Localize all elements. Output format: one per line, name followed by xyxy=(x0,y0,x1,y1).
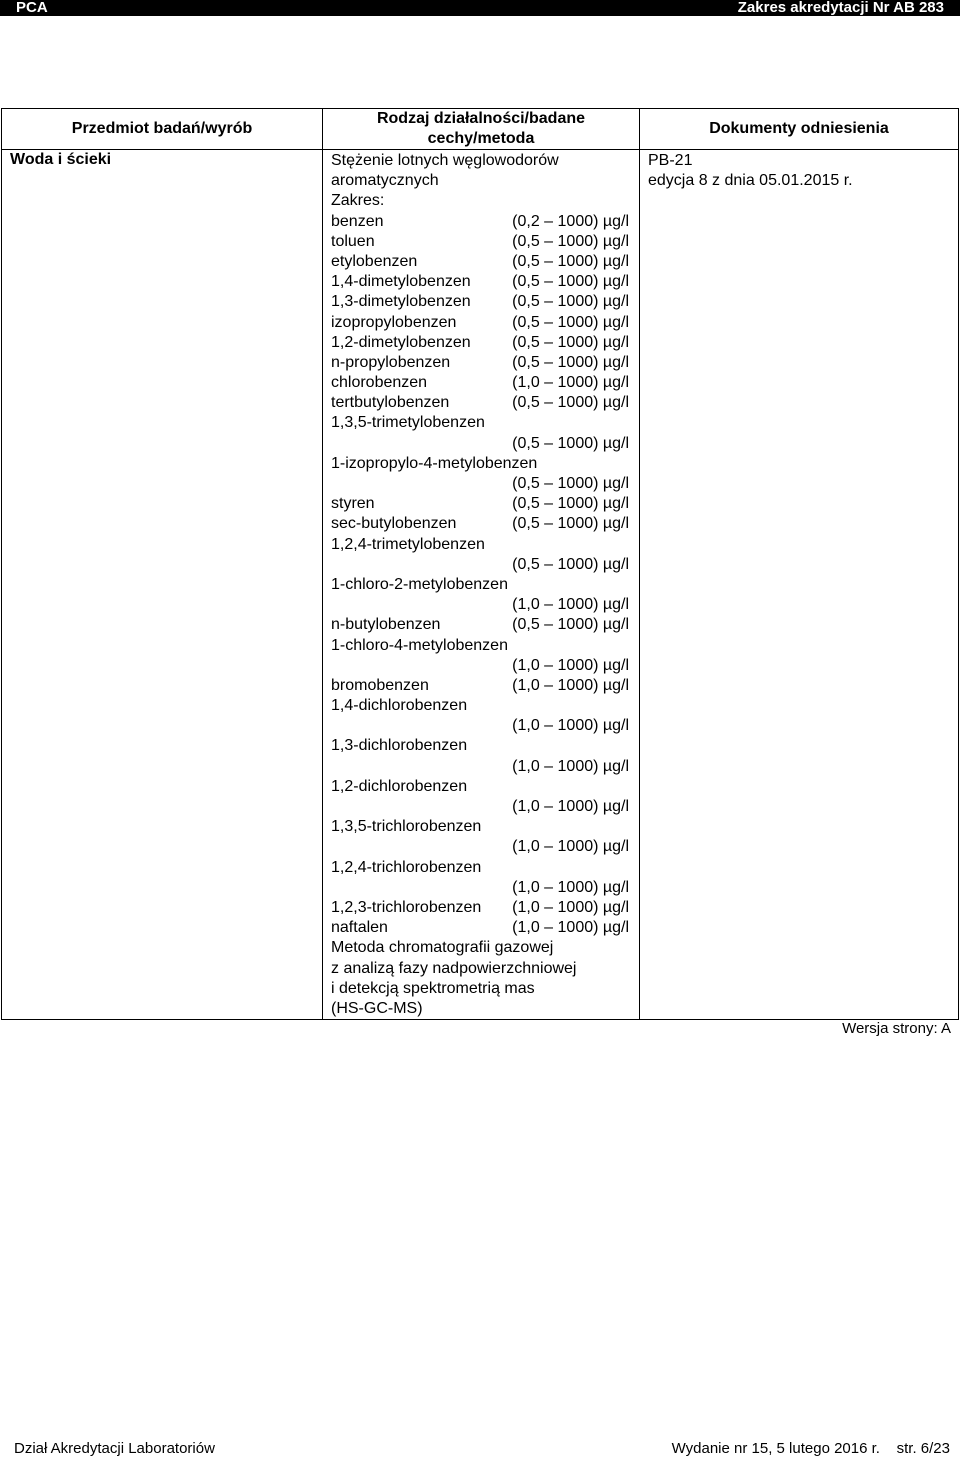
method-description xyxy=(331,938,639,1019)
analyte-range: (0,5 – 1000) µg/l xyxy=(512,616,629,634)
analyte-name: sec-butylobenzen xyxy=(331,515,457,533)
analyte-row xyxy=(331,313,639,333)
analyte-name: 1,2,3-trichlorobenzen xyxy=(331,898,482,916)
analyte-row xyxy=(331,333,639,353)
analyte-name: 1,4-dichlorobenzen xyxy=(331,697,468,715)
header-method: Rodzaj działalności/badane cechy/metoda xyxy=(323,109,640,150)
analyte-range: (1,0 – 1000) µg/l xyxy=(512,838,629,856)
analyte-name: 1,2-dichlorobenzen xyxy=(331,777,468,795)
analyte-range: (1,0 – 1000) µg/l xyxy=(512,596,629,614)
analyte-range: (0,5 – 1000) µg/l xyxy=(512,293,629,311)
analyte-range: (0,5 – 1000) µg/l xyxy=(512,273,629,291)
method-description-line: Metoda chromatografii gazowej xyxy=(331,939,554,957)
analyte-range: (0,2 – 1000) µg/l xyxy=(512,212,629,230)
analyte-name: 1,2,4-trichlorobenzen xyxy=(331,858,482,876)
analyte-name: 1,4-dimetylobenzen xyxy=(331,273,471,291)
analyte-row xyxy=(331,676,639,696)
reference-line: PB-21 xyxy=(648,152,693,169)
analyte-range: (0,5 – 1000) µg/l xyxy=(512,333,629,351)
analyte-name: 1,3,5-trimetylobenzen xyxy=(331,414,485,432)
analyte-name: chlorobenzen xyxy=(331,374,428,392)
method-cell xyxy=(323,150,640,1020)
header-reference: Dokumenty odniesienia xyxy=(640,109,959,150)
analyte-range: (0,5 – 1000) µg/l xyxy=(512,232,629,250)
analyte-list xyxy=(331,212,639,939)
analyte-range: (1,0 – 1000) µg/l xyxy=(512,878,629,896)
analyte-range: (0,5 – 1000) µg/l xyxy=(512,313,629,331)
analyte-range: (0,5 – 1000) µg/l xyxy=(512,353,629,371)
analyte-row xyxy=(331,918,639,938)
table-row xyxy=(2,150,959,1020)
analyte-range: (1,0 – 1000) µg/l xyxy=(512,757,629,775)
analyte-name: 1-chloro-4-metylobenzen xyxy=(331,636,508,654)
analyte-name: n-butylobenzen xyxy=(331,616,441,634)
analyte-name: tertbutylobenzen xyxy=(331,394,450,412)
analyte-range: (1,0 – 1000) µg/l xyxy=(512,919,629,937)
analyte-range: (0,5 – 1000) µg/l xyxy=(512,495,629,513)
analyte-name: 1-izopropylo-4-metylobenzen xyxy=(331,454,538,472)
subject-cell xyxy=(2,150,323,1020)
analyte-range: (1,0 – 1000) µg/l xyxy=(512,717,629,735)
analyte-range: (1,0 – 1000) µg/l xyxy=(512,798,629,815)
analyte-row xyxy=(331,353,639,373)
analyte-name: bromobenzen xyxy=(331,676,429,694)
analyte-range: (1,0 – 1000) µg/l xyxy=(512,676,629,694)
method-description-line: i detekcją spektrometrią mas xyxy=(331,979,535,997)
reference-text xyxy=(648,151,958,191)
analyte-range: (0,5 – 1000) µg/l xyxy=(512,555,629,573)
analyte-name: toluen xyxy=(331,232,375,250)
analyte-row xyxy=(331,514,639,534)
accreditation-scope-table xyxy=(1,108,959,1020)
subject-text: Woda i ścieki xyxy=(10,151,112,168)
reference-line: edycja 8 z dnia 05.01.2015 r. xyxy=(648,172,853,190)
analyte-row xyxy=(331,272,639,292)
analyte-row xyxy=(331,232,639,252)
analyte-range: (1,0 – 1000) µg/l xyxy=(512,898,629,916)
method-description-line: z analizą fazy nadpowierzchniowej xyxy=(331,959,577,977)
analyte-range: (1,0 – 1000) µg/l xyxy=(512,374,629,392)
table-header-row xyxy=(2,109,959,150)
method-title-line: Zakres: xyxy=(331,192,385,210)
header-left-text: PCA xyxy=(16,0,48,16)
analyte-name: etylobenzen xyxy=(331,252,418,270)
reference-cell xyxy=(640,150,959,1020)
analyte-name: 1,2,4-trimetylobenzen xyxy=(331,535,485,553)
analyte-name: 1,3,5-trichlorobenzen xyxy=(331,818,482,836)
analyte-name: izopropylobenzen xyxy=(331,313,457,331)
analyte-row xyxy=(331,494,639,514)
analyte-row xyxy=(331,292,639,312)
page-header xyxy=(0,0,960,16)
footer-right-text: Wydanie nr 15, 5 lutego 2016 r. str. 6/23 xyxy=(671,1440,950,1457)
analyte-range: (0,5 – 1000) µg/l xyxy=(512,434,629,452)
analyte-name: n-propylobenzen xyxy=(331,353,451,371)
header-subject: Przedmiot badań/wyrób xyxy=(2,109,323,150)
analyte-row xyxy=(331,615,639,635)
analyte-row xyxy=(331,393,639,413)
analyte-name: 1,3-dichlorobenzen xyxy=(331,737,468,755)
method-title-line: Stężenie lotnych węglowodorów xyxy=(331,152,559,169)
page-version: Wersja strony: A xyxy=(842,1020,951,1037)
analyte-range: (0,5 – 1000) µg/l xyxy=(512,475,629,492)
analyte-name: 1,3-dimetylobenzen xyxy=(331,293,471,311)
analyte-name: styren xyxy=(331,495,375,513)
analyte-name: 1-chloro-2-metylobenzen xyxy=(331,575,508,593)
analyte-row xyxy=(331,252,639,272)
analyte-name: 1,2-dimetylobenzen xyxy=(331,333,471,351)
analyte-row xyxy=(331,373,639,393)
analyte-range: (0,5 – 1000) µg/l xyxy=(512,252,629,270)
analyte-row xyxy=(331,898,639,918)
analyte-name: naftalen xyxy=(331,919,388,937)
header-right-text: Zakres akredytacji Nr AB 283 xyxy=(737,0,944,16)
footer-left-text: Dział Akredytacji Laboratoriów xyxy=(14,1440,215,1457)
method-title-line: aromatycznych xyxy=(331,172,439,190)
method-description-line: (HS-GC-MS) xyxy=(331,999,423,1017)
analyte-range: (0,5 – 1000) µg/l xyxy=(512,515,629,533)
analyte-range: (0,5 – 1000) µg/l xyxy=(512,394,629,412)
analyte-name: benzen xyxy=(331,212,384,230)
analyte-range: (1,0 – 1000) µg/l xyxy=(512,656,629,674)
analyte-row xyxy=(331,212,639,232)
method-title xyxy=(331,151,639,212)
